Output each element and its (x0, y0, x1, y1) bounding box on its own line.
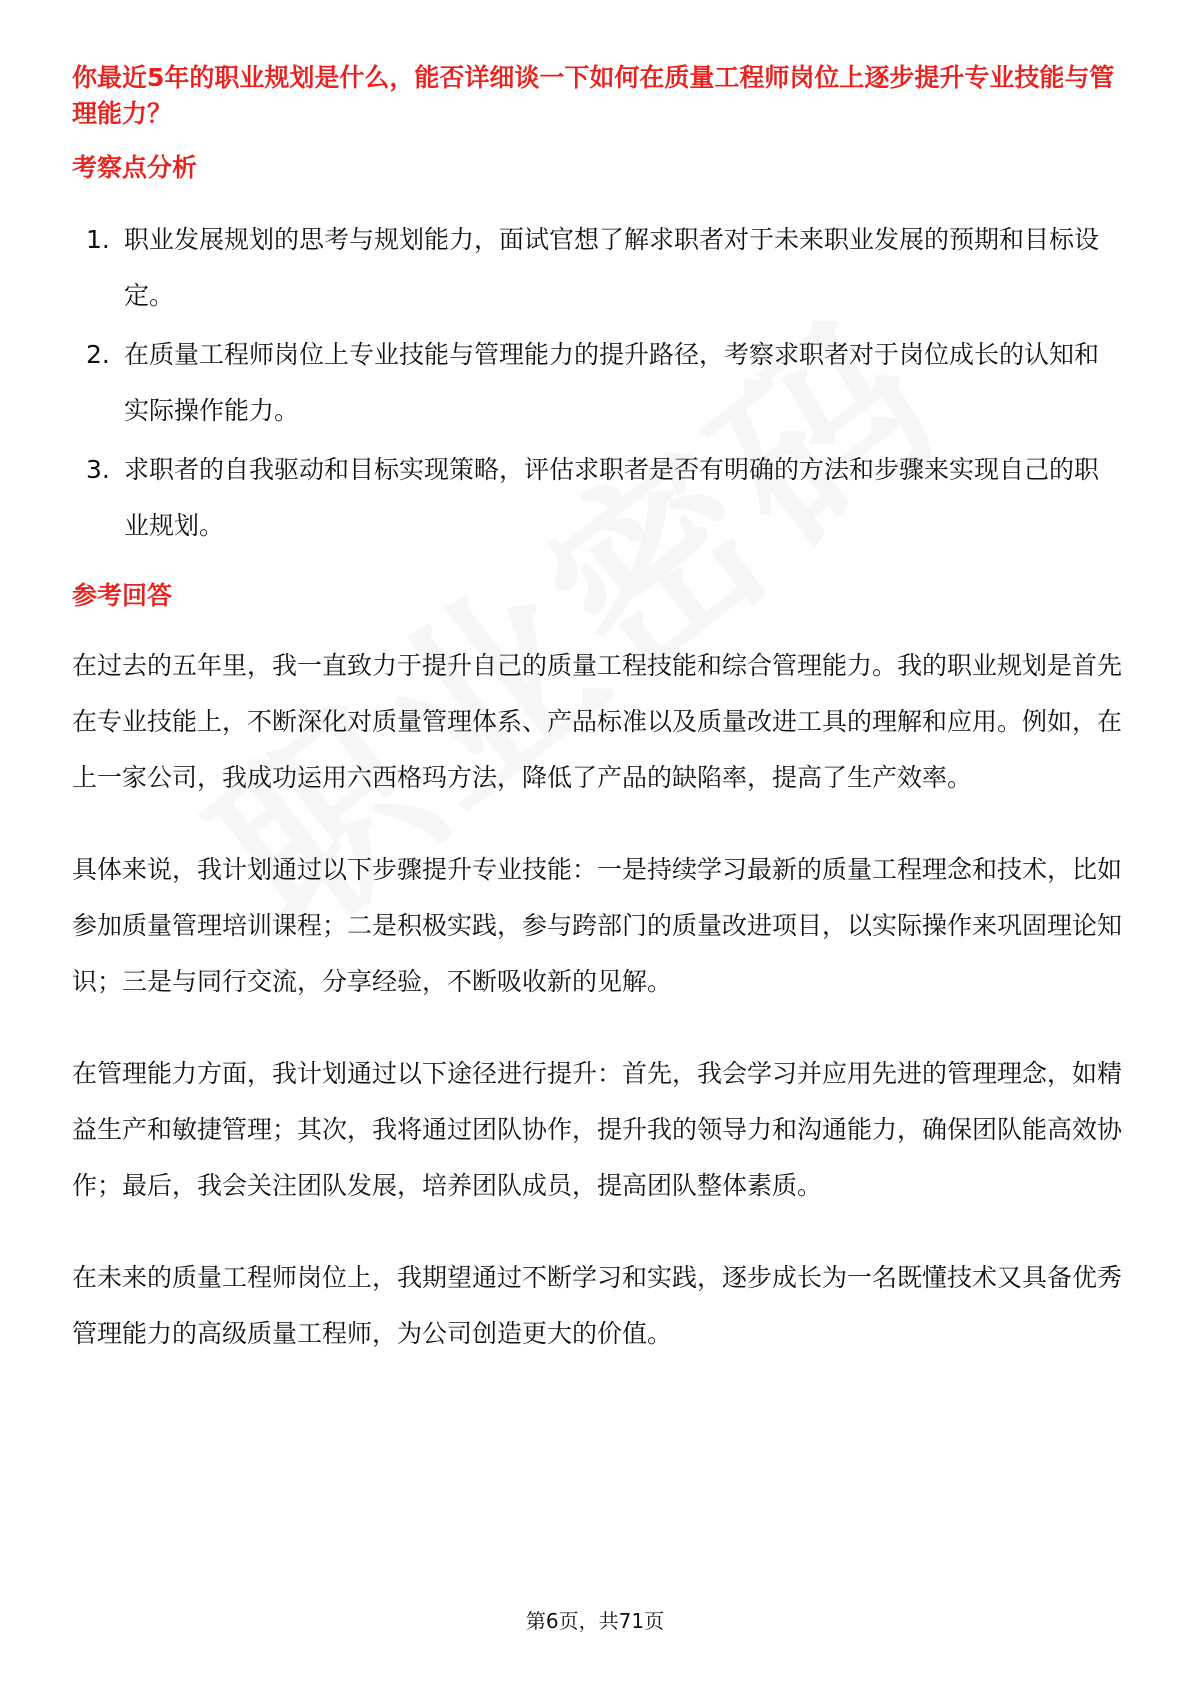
answer-title: 参考回答 (72, 581, 173, 610)
analysis-item (72, 327, 1122, 439)
analysis-item-number: 1. (86, 225, 110, 254)
page-number: 第6页，共71页 (525, 1609, 665, 1633)
analysis-title: 考察点分析 (72, 153, 198, 182)
analysis-item (72, 212, 1122, 324)
analysis-item-text: 职业发展规划的思考与规划能力，面试官想了解求职者对于未来职业发展的预期和目标设定。 (124, 225, 1100, 310)
analysis-item (72, 442, 1122, 554)
answer-paragraph: 具体来说，我计划通过以下步骤提升专业技能：一是持续学习最新的质量工程理念和技术，比如参加质量管理培训课程；二是积极实践，参与跨部门的质量改进项目，以实际操作来巩固理论知识；三是与同行交流，分享经验，不断吸收新的见解。 (72, 855, 1123, 996)
analysis-item-text: 求职者的自我驱动和目标实现策略，评估求职者是否有明确的方法和步骤来实现自己的职业规划。 (124, 455, 1100, 540)
analysis-item-text: 在质量工程师岗位上专业技能与管理能力的提升路径，考察求职者对于岗位成长的认知和实际操作能力。 (124, 340, 1100, 425)
analysis-item-number: 2. (86, 340, 110, 369)
question-heading: 你最近5年的职业规划是什么，能否详细谈一下如何在质量工程师岗位上逐步提升专业技能与管理能力？ (72, 63, 1115, 128)
answer-paragraph: 在未来的质量工程师岗位上，我期望通过不断学习和实践，逐步成长为一名既懂技术又具备优秀管理能力的高级质量工程师，为公司创造更大的价值。 (72, 1263, 1123, 1348)
answer-paragraph: 在管理能力方面，我计划通过以下途径进行提升：首先，我会学习并应用先进的管理理念，如精益生产和敏捷管理；其次，我将通过团队协作，提升我的领导力和沟通能力，确保团队能高效协作；最后，我会关注团队发展，培养团队成员，提高团队整体素质。 (72, 1059, 1123, 1200)
content (72, 60, 1122, 1362)
answer-paragraph: 在过去的五年里，我一直致力于提升自己的质量工程技能和综合管理能力。我的职业规划是首先在专业技能上，不断深化对质量管理体系、产品标准以及质量改进工具的理解和应用。例如，在上一家公司，我成功运用六西格玛方法，降低了产品的缺陷率，提高了生产效率。 (72, 651, 1123, 792)
analysis-list (72, 212, 1122, 554)
analysis-item-number: 3. (86, 455, 110, 484)
